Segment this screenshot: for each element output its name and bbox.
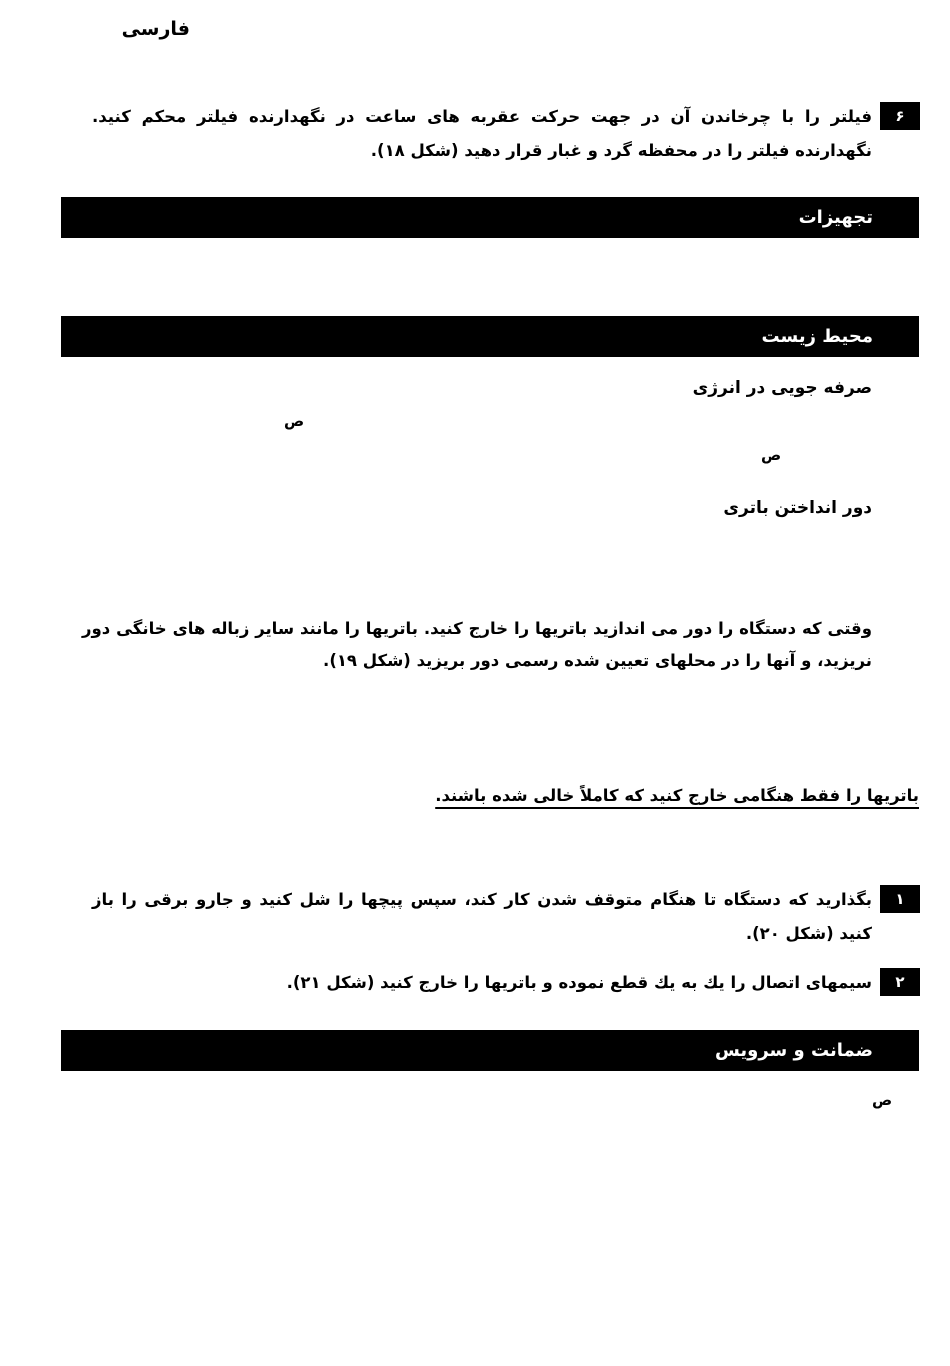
section-header-environment — [61, 316, 919, 357]
step-1 — [60, 883, 920, 951]
section-title: محیط زیست — [761, 326, 873, 347]
battery-warning: باتریها را فقط هنگامی خارج کنید که کاملاً خالی شده باشند. — [435, 786, 919, 805]
step-text: بگذارید که دستگاه تا هنگام متوقف شدن کار کند، سپس پیچها را شل کنید و جارو برقی را باز کنید (شکل ۲۰). — [92, 890, 872, 943]
battery-disposal-heading: دور انداختن باتری — [723, 498, 872, 518]
section-header-accessories — [61, 197, 919, 238]
section-title: ضمانت و سرویس — [714, 1040, 873, 1061]
battery-disposal-paragraph: وقتی که دستگاه را دور می اندازید باتریها را خارج کنید. باتریها را مانند سایر زباله های خانگی دور نریزید، و آنها را در محلهای تعیین شده رسمی دور بریزید (شکل ۱۹). — [82, 619, 872, 670]
step-2 — [60, 966, 920, 1000]
energy-saving-heading: صرفه جویی در انرژی — [692, 378, 872, 398]
section-header-guarantee — [61, 1030, 919, 1071]
step-number-badge: ۶ — [880, 102, 920, 130]
language-label: فارسی — [121, 18, 190, 40]
step-6 — [60, 100, 920, 168]
text-fragment: ص — [872, 1091, 893, 1109]
step-text: سیمهای اتصال را یك به یك قطع نموده و باتریها را خارج کنید (شکل ۲۱). — [286, 973, 872, 992]
section-title: تجهیزات — [798, 207, 873, 228]
step-number-badge: ۲ — [880, 968, 920, 996]
step-number-badge: ۱ — [880, 885, 920, 913]
text-fragment: ص — [761, 446, 782, 464]
step-text: فیلتر را با چرخاندن آن در جهت حرکت عقربه های ساعت در نگهدارنده فیلتر محکم کنید. نگهدارنده فیلتر را در محفظه گرد و غبار قرار دهید (شکل ۱۸). — [92, 107, 872, 160]
text-fragment: ص — [284, 412, 305, 430]
